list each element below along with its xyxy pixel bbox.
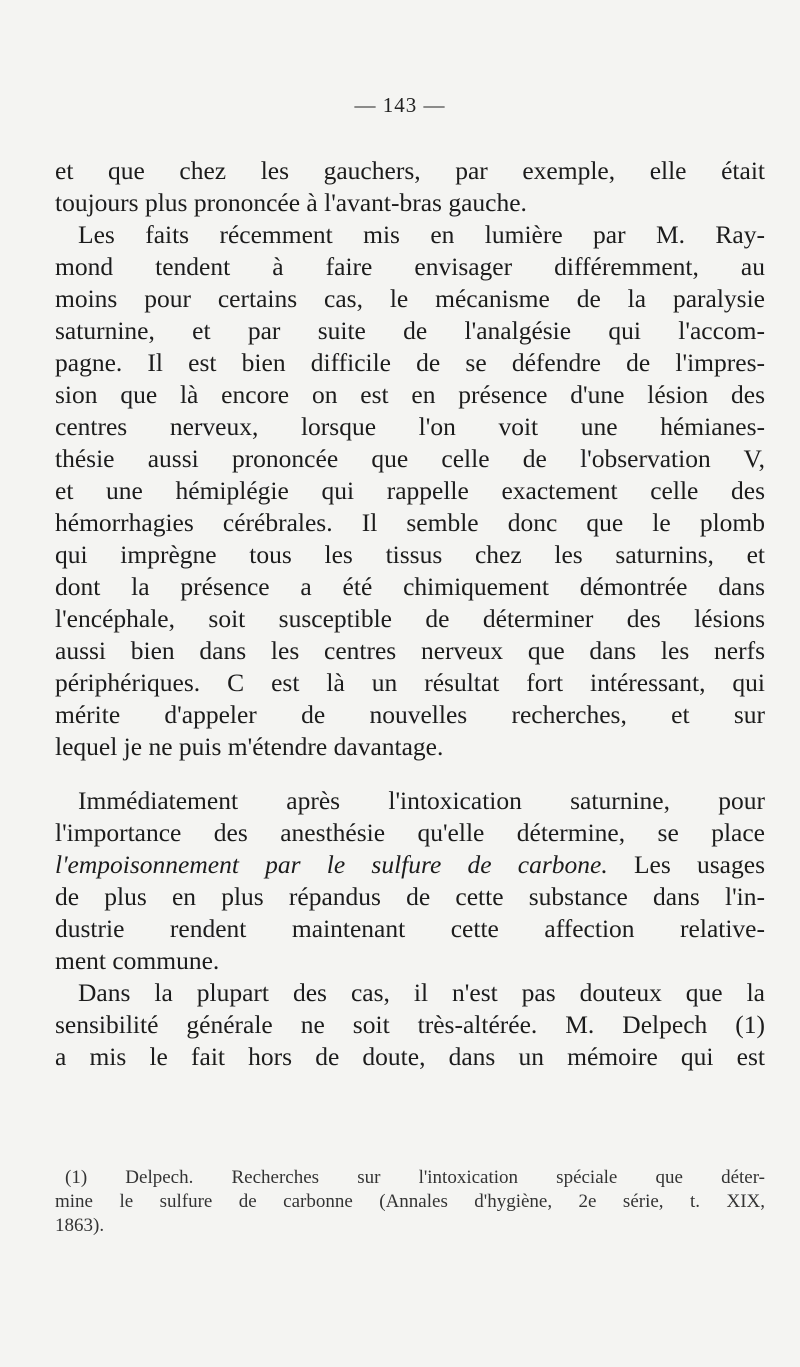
text-line: mérite d'appeler de nouvelles recherches, et sur [55, 700, 765, 729]
text-line: sensibilité générale ne soit très-altérée. M. Delpech (1) [55, 1010, 765, 1039]
text-line: aussi bien dans les centres nerveux que dans les nerfs [55, 636, 765, 665]
footnote-line: (1) Delpech. Recherches sur l'intoxication spéciale que déter- [65, 1167, 765, 1188]
text-line: pagne. Il est bien difficile de se défendre de l'impres- [55, 348, 765, 377]
text-line: a mis le fait hors de doute, dans un mémoire qui est [55, 1042, 765, 1071]
text-line: Dans la plupart des cas, il n'est pas douteux que la [78, 978, 765, 1007]
text-line: sion que là encore on est en présence d'une lésion des [55, 380, 765, 409]
text-line: l'encéphale, soit susceptible de déterminer des lésions [55, 604, 765, 633]
text-line: de plus en plus répandus de cette substance dans l'in- [55, 882, 765, 911]
page-number: — 143 — [354, 93, 446, 117]
text-line: toujours plus prononcée à l'avant-bras gauche. [55, 188, 527, 217]
text-line: ment commune. [55, 946, 220, 975]
text-line: qui imprègne tous les tissus chez les saturnins, et [55, 540, 765, 569]
text-line: thésie aussi prononcée que celle de l'observation V, [55, 444, 765, 473]
text-line: et une hémiplégie qui rappelle exactement celle des [55, 476, 765, 505]
text-line: dustrie rendent maintenant cette affection relative- [55, 914, 765, 943]
italic-phrase: l'empoisonnement par le sulfure de carbone. [55, 850, 608, 879]
text-line: lequel je ne puis m'étendre davantage. [55, 732, 444, 761]
footnote-line: mine le sulfure de carbonne (Annales d'hygiène, 2e série, t. XIX, [55, 1191, 765, 1212]
footnote-line: 1863). [55, 1215, 105, 1236]
text-line: et que chez les gauchers, par exemple, elle était [55, 156, 765, 185]
text-line: centres nerveux, lorsque l'on voit une hémianes- [55, 412, 765, 441]
text-line: mond tendent à faire envisager différemment, au [55, 252, 765, 281]
text-line: Les faits récemment mis en lumière par M. Ray- [78, 220, 765, 249]
text-span: Les usages [607, 850, 765, 879]
text-line: dont la présence a été chimiquement démontrée dans [55, 572, 765, 601]
text-line: Immédiatement après l'intoxication saturnine, pour [78, 786, 765, 815]
text-line: l'importance des anesthésie qu'elle détermine, se place [55, 818, 765, 847]
text-line: périphériques. C est là un résultat fort intéressant, qui [55, 668, 765, 697]
text-line [55, 849, 765, 881]
text-line: hémorrhagies cérébrales. Il semble donc que le plomb [55, 508, 765, 537]
text-line: saturnine, et par suite de l'analgésie qui l'accom- [55, 316, 765, 345]
text-line: moins pour certains cas, le mécanisme de la paralysie [55, 284, 765, 313]
